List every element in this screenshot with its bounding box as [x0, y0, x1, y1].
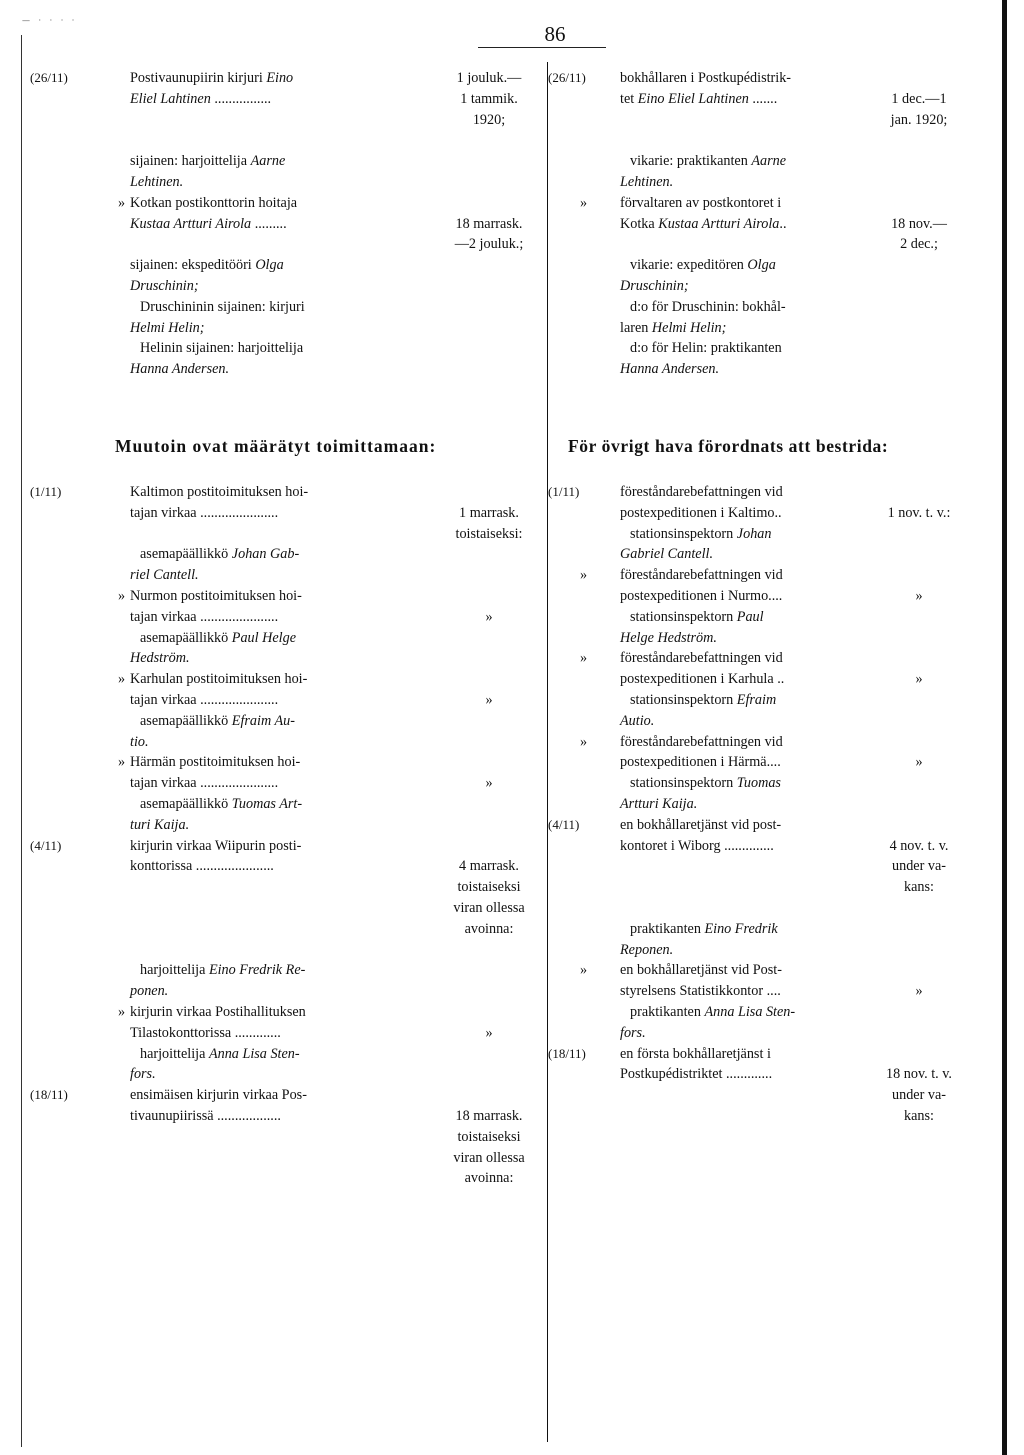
entry-period: viran ollessa: [453, 899, 525, 916]
entry: [30, 836, 545, 940]
entry: [30, 68, 545, 130]
swedish-heading: För övrigt hava förordnats att bestrida:: [568, 436, 889, 456]
entry-text: tivaunupiirissä ..................: [130, 1107, 281, 1124]
top-marks: — · · · ·: [22, 16, 78, 25]
entry-text: Kaltimon postitoimituksen hoi-: [130, 484, 309, 500]
entry-period: viran ollessa: [453, 1149, 525, 1166]
entry-text: fors.: [620, 1024, 646, 1041]
ditto-mark: »: [580, 733, 588, 750]
entry-text: vikarie: expeditören Olga: [630, 257, 776, 274]
entry-text: asemapäällikkö Johan Gab-: [140, 546, 300, 563]
entry: [568, 919, 973, 961]
entry-period: toistaiseksi: [457, 1128, 521, 1145]
entry-text: riel Cantell.: [130, 567, 199, 584]
entry-text: sijainen: ekspeditööri Olga: [130, 257, 284, 274]
entry-period: kans:: [904, 1107, 934, 1124]
entry: [568, 151, 973, 193]
entry: [568, 297, 973, 339]
entry-period: avoinna:: [464, 1170, 514, 1187]
entry-text: Helge Hedström.: [620, 629, 717, 646]
entry-period: 2 dec.;: [900, 236, 938, 253]
entry-text: postexpeditionen i Kaltimo..: [620, 504, 782, 521]
entry: [568, 960, 973, 1002]
entry-text: kirjurin virkaa Postihallituksen: [130, 1003, 306, 1020]
entry-text: sijainen: harjoittelija Aarne: [130, 153, 286, 170]
entry-period: »: [485, 608, 493, 625]
ditto-mark: »: [580, 962, 588, 979]
entry-text: harjoittelija Eino Fredrik Re-: [140, 962, 306, 979]
entry: [130, 960, 545, 1002]
entry-text: föreståndarebefattningen vid: [620, 484, 783, 500]
entry-period: »: [915, 983, 923, 1000]
entry-period: »: [915, 754, 923, 771]
entry-period: »: [485, 1024, 493, 1041]
entry-text: Kotka Kustaa Artturi Airola..: [620, 215, 787, 232]
ditto-mark: »: [118, 1003, 126, 1020]
entry-text: ensimäisen kirjurin virkaa Pos-: [130, 1087, 307, 1104]
entry-period: avoinna:: [464, 920, 514, 937]
entry-period: 18 marrask.: [455, 215, 523, 232]
page-number-rule: [478, 47, 606, 48]
entry-text: Kotkan postikonttorin hoitaja: [130, 194, 298, 211]
entry-text: föreståndarebefattningen vid: [620, 567, 783, 584]
entry-text: d:o för Druschinin: bokhål-: [630, 298, 786, 315]
entry-text: Reponen.: [620, 941, 674, 958]
finnish-heading: Muutoin ovat määrätyt toimittamaan:: [115, 436, 437, 456]
entry-text: kontoret i Wiborg ..............: [620, 837, 774, 854]
entry: [130, 338, 545, 380]
entry-date: (18/11): [30, 1087, 68, 1103]
entry-date: (4/11): [548, 816, 580, 832]
entry-text: Kustaa Artturi Airola .........: [130, 215, 287, 232]
entry: [568, 773, 973, 815]
entry: [118, 1002, 545, 1044]
entry-text: förvaltaren av postkontoret i: [620, 194, 782, 211]
entry-text: Hanna Andersen.: [620, 361, 720, 378]
entry-text: tio.: [130, 733, 149, 750]
entry-text: stationsinspektorn Johan: [630, 525, 772, 542]
entry: [568, 193, 973, 255]
entry-text: Hedström.: [130, 650, 190, 667]
entry-text: Helinin sijainen: harjoittelija: [140, 340, 304, 357]
entry: [568, 648, 973, 690]
entry-text: fors.: [130, 1066, 156, 1083]
entry: [118, 752, 545, 794]
ditto-mark: »: [118, 671, 126, 688]
entry-text: stationsinspektorn Tuomas: [630, 775, 781, 792]
entry-text: Postkupédistriktet .............: [620, 1066, 773, 1083]
entry: [130, 297, 545, 339]
entry: [30, 482, 545, 544]
entry: [130, 1044, 545, 1086]
entry-text: praktikanten Eino Fredrik: [630, 920, 778, 937]
entry-text: en bokhållaretjänst vid Post-: [620, 962, 782, 979]
entry-period: 1 nov. t. v.:: [887, 504, 951, 521]
entry-text: Druschinin;: [620, 277, 689, 294]
entry-text: laren Helmi Helin;: [620, 319, 727, 336]
entry-period: 18 marrask.: [455, 1107, 523, 1124]
entry-period: 1 dec.—1: [891, 90, 947, 107]
entry-period: »: [485, 775, 493, 792]
entry-text: en bokhållaretjänst vid post-: [620, 816, 782, 833]
entry-text: Eliel Lahtinen ................: [130, 90, 272, 107]
entry-text: praktikanten Anna Lisa Sten-: [630, 1003, 796, 1020]
entry: [548, 68, 973, 130]
entry-text: Tilastokonttorissa .............: [130, 1024, 281, 1041]
entry-text: föreståndarebefattningen vid: [620, 650, 783, 667]
entry-period: 1 tammik.: [460, 90, 518, 107]
entry-text: asemapäällikkö Efraim Au-: [140, 712, 295, 729]
entry: [568, 255, 973, 297]
entry-period: 4 nov. t. v.: [889, 837, 949, 854]
entry-date: (26/11): [548, 70, 586, 85]
entry-period: 1 marrask.: [459, 504, 519, 521]
entry-text: tet Eino Eliel Lahtinen .......: [620, 90, 778, 107]
entry: [130, 794, 545, 836]
entry-text: ponen.: [130, 983, 169, 1000]
entry: [548, 1044, 973, 1127]
entry-period: 1 jouluk.—: [456, 70, 522, 86]
ditto-mark: »: [118, 587, 126, 604]
entry-text: konttorissa ......................: [130, 858, 274, 875]
entry-text: tajan virkaa ......................: [130, 691, 279, 708]
entry-text: tajan virkaa ......................: [130, 608, 279, 625]
swedish-bottom-column: [548, 482, 973, 1148]
entry-text: postexpeditionen i Härmä....: [620, 754, 781, 771]
entry-text: Lehtinen.: [130, 173, 184, 190]
entry-period: toistaiseksi: [457, 879, 521, 896]
entry-text: Druschininin sijainen: kirjuri: [140, 298, 305, 315]
entry-text: postexpeditionen i Karhula ..: [620, 671, 785, 688]
entry-text: stationsinspektorn Efraim: [630, 691, 777, 708]
entry-text: vikarie: praktikanten Aarne: [630, 153, 787, 170]
entry: [568, 690, 973, 732]
finnish-top-column: [30, 68, 545, 380]
entry-text: d:o för Helin: praktikanten: [630, 340, 782, 357]
entry-date: (1/11): [30, 484, 62, 499]
entry-text: tajan virkaa ......................: [130, 504, 279, 521]
entry: [130, 711, 545, 753]
entry-text: Artturi Kaija.: [620, 795, 698, 812]
entry-text: föreståndarebefattningen vid: [620, 733, 783, 750]
swedish-top-column: [548, 68, 973, 380]
entry: [30, 1085, 545, 1189]
entry-period: under va-: [892, 858, 946, 875]
entry-period: »: [915, 671, 923, 688]
entry: [568, 732, 973, 774]
entry-period: under va-: [892, 1087, 946, 1104]
entry-text: en första bokhållaretjänst i: [620, 1045, 771, 1062]
ditto-mark: »: [118, 754, 126, 771]
entry-period: 18 nov.—: [891, 215, 947, 232]
entry-text: Lehtinen.: [620, 173, 674, 190]
entry-period: 18 nov. t. v.: [886, 1066, 952, 1083]
entry-period: jan. 1920;: [890, 111, 948, 128]
entry-period: toistaiseksi:: [455, 525, 523, 542]
entry-text: kirjurin virkaa Wiipurin posti-: [130, 837, 302, 854]
entry-text: asemapäällikkö Paul Helge: [140, 629, 297, 646]
entry: [130, 544, 545, 586]
entry-text: bokhållaren i Postkupédistrik-: [620, 70, 792, 86]
entry-period: 1920;: [472, 111, 506, 128]
entry-text: postexpeditionen i Nurmo....: [620, 587, 783, 604]
entry-text: Postivaunupiirin kirjuri Eino: [130, 70, 294, 86]
entry: [130, 255, 545, 297]
entry-text: styrelsens Statistikkontor ....: [620, 983, 781, 1000]
entry-period: kans:: [904, 879, 934, 896]
entry-text: Autio.: [620, 712, 655, 729]
entry: [118, 586, 545, 628]
entry: [130, 628, 545, 670]
entry: [568, 1002, 973, 1044]
entry: [568, 607, 973, 649]
entry-text: asemapäällikkö Tuomas Art-: [140, 795, 303, 812]
entry-period: 4 marrask.: [459, 858, 519, 875]
entry-text: Härmän postitoimituksen hoi-: [130, 754, 301, 771]
page-number: 86: [544, 22, 566, 46]
entry-text: harjoittelija Anna Lisa Sten-: [140, 1045, 300, 1062]
entry: [548, 482, 973, 524]
entry-date: (4/11): [30, 837, 62, 853]
entry: [568, 524, 973, 566]
entry-period: »: [915, 587, 923, 604]
entry-text: Nurmon postitoimituksen hoi-: [130, 587, 302, 604]
entry-text: turi Kaija.: [130, 816, 190, 833]
entry-text: Druschinin;: [130, 277, 199, 294]
ditto-mark: »: [118, 194, 126, 211]
entry-date: (1/11): [548, 484, 580, 499]
entry: [568, 338, 973, 380]
finnish-bottom-column: [30, 482, 545, 1210]
entry-text: Karhulan postitoimituksen hoi-: [130, 671, 308, 688]
entry-date: (18/11): [548, 1045, 586, 1061]
entry-text: tajan virkaa ......................: [130, 775, 279, 792]
entry: [130, 151, 545, 193]
entry: [118, 669, 545, 711]
entry: [118, 193, 545, 255]
entry-text: Gabriel Cantell.: [620, 546, 714, 563]
ditto-mark: »: [580, 194, 588, 211]
entry: [548, 815, 973, 898]
entry-text: Hanna Andersen.: [130, 361, 230, 378]
entry-text: stationsinspektorn Paul: [630, 608, 764, 625]
entry: [568, 565, 973, 607]
ditto-mark: »: [580, 567, 588, 584]
entry-text: Helmi Helin;: [130, 319, 205, 336]
entry-date: (26/11): [30, 70, 68, 85]
entry-period: —2 jouluk.;: [454, 236, 524, 253]
ditto-mark: »: [580, 650, 588, 667]
left-frame-line: [21, 35, 22, 1447]
column-divider: [547, 62, 548, 1442]
entry-period: »: [485, 691, 493, 708]
right-frame-line: [1002, 0, 1007, 1455]
